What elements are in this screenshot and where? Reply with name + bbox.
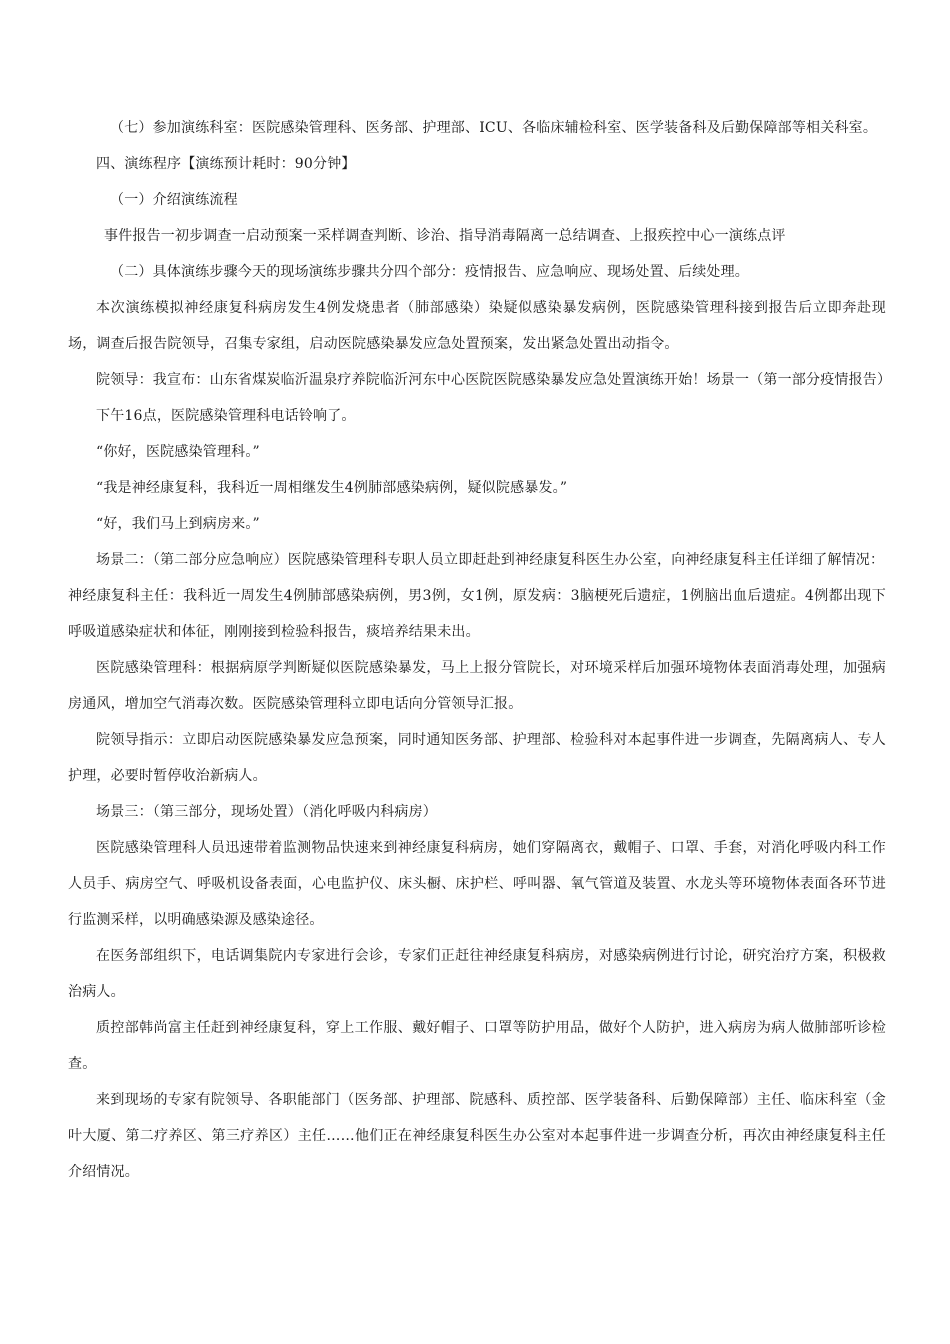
paragraph-onsite-sampling: 医院感染管理科人员迅速带着监测物品快速来到神经康复科病房，她们穿隔离衣，戴帽子、口罩、手套，对消化呼吸内科工作人员手、病房空气、呼吸机设备表面，心电监护仪、床头橱、床护栏、呼叫器、氧气管道及装置、水龙头等环境物体表面各环节进行监测采样，以明确感染源及感染途径。	[68, 840, 886, 928]
dialogue-line-2: “我是神经康复科，我科近一周相继发生4例肺部感染病例，疑似院感暴发。”	[96, 480, 568, 496]
paragraph-infection-control-response: 医院感染管理科：根据病原学判断疑似医院感染暴发，马上上报分管院长，对环境采样后加强环境物体表面消毒处理，加强病房通风，增加空气消毒次数。医院感染管理科立即电话向分管领导汇报。	[68, 660, 886, 712]
subheading-drill-steps: （二）具体演练步骤今天的现场演练步骤共分四个部分：疫情报告、应急响应、现场处置、后续处理。	[110, 264, 749, 280]
paragraph-flow-steps: 事件报告一初步调查一启动预案一采样调查判断、诊治、指导消毒隔离一总结调查、上报疾控中心一演练点评	[104, 228, 786, 244]
document-body	[68, 110, 892, 1190]
paragraph-quality-control-director: 质控部韩尚富主任赶到神经康复科，穿上工作服、戴好帽子、口罩等防护用品，做好个人防护，进入病房为病人做肺部听诊检查。	[68, 1020, 886, 1072]
dialogue-line-1: “你好，医院感染管理科。”	[96, 444, 260, 460]
paragraph-scene-two: 场景二：（第二部分应急响应）医院感染管理科专职人员立即赶赴到神经康复科医生办公室，向神经康复科主任详细了解情况：	[96, 552, 885, 568]
subheading-drill-flow: （一）介绍演练流程	[110, 192, 238, 208]
paragraph-leader-instructions: 院领导指示：立即启动医院感染暴发应急预案，同时通知医务部、护理部、检验科对本起事件进一步调查，先隔离病人、专人护理，必要时暂停收治新病人。	[68, 732, 886, 784]
paragraph-phone-rings: 下午16点，医院感染管理科电话铃响了。	[96, 408, 356, 424]
dialogue-line-3: “好，我们马上到病房来。”	[96, 516, 260, 532]
paragraph-expert-consultation: 在医务部组织下，电话调集院内专家进行会诊，专家们正赶往神经康复科病房，对感染病例进行讨论，研究治疗方案，积极救治病人。	[68, 948, 886, 1000]
paragraph-department-director-report: 神经康复科主任：我科近一周发生4例肺部感染病例，男3例，女1例，原发病：3脑梗死后遗症，1例脑出血后遗症。4例都出现下呼吸道感染症状和体征，刚刚接到检验科报告，痰培养结果未出。	[68, 588, 886, 640]
paragraph-participating-departments: （七）参加演练科室：医院感染管理科、医务部、护理部、ICU、各临床辅检科室、医学装备科及后勤保障部等相关科室。	[110, 120, 878, 136]
paragraph-leader-announcement: 院领导：我宣布：山东省煤炭临沂温泉疗养院临沂河东中心医院医院感染暴发应急处置演练开始！场景一（第一部分疫情报告）	[96, 372, 892, 388]
paragraph-scene-three: 场景三：（第三部分，现场处置）（消化呼吸内科病房）	[96, 804, 437, 820]
heading-drill-procedure: 四、演练程序【演练预计耗时：90分钟】	[96, 156, 356, 172]
paragraph-scenario-summary: 本次演练模拟神经康复科病房发生4例发烧患者（肺部感染）染疑似感染暴发病例，医院感染管理科接到报告后立即奔赴现场，调查后报告院领导，召集专家组，启动医院感染暴发应急处置预案，发出紧急处置出动指令。	[68, 300, 886, 352]
paragraph-onsite-experts: 来到现场的专家有院领导、各职能部门（医务部、护理部、院感科、质控部、医学装备科、后勤保障部）主任、临床科室（金叶大厦、第二疗养区、第三疗养区）主任……他们正在神经康复科医生办公室对本起事件进一步调查分析，再次由神经康复科主任介绍情况。	[68, 1092, 886, 1180]
